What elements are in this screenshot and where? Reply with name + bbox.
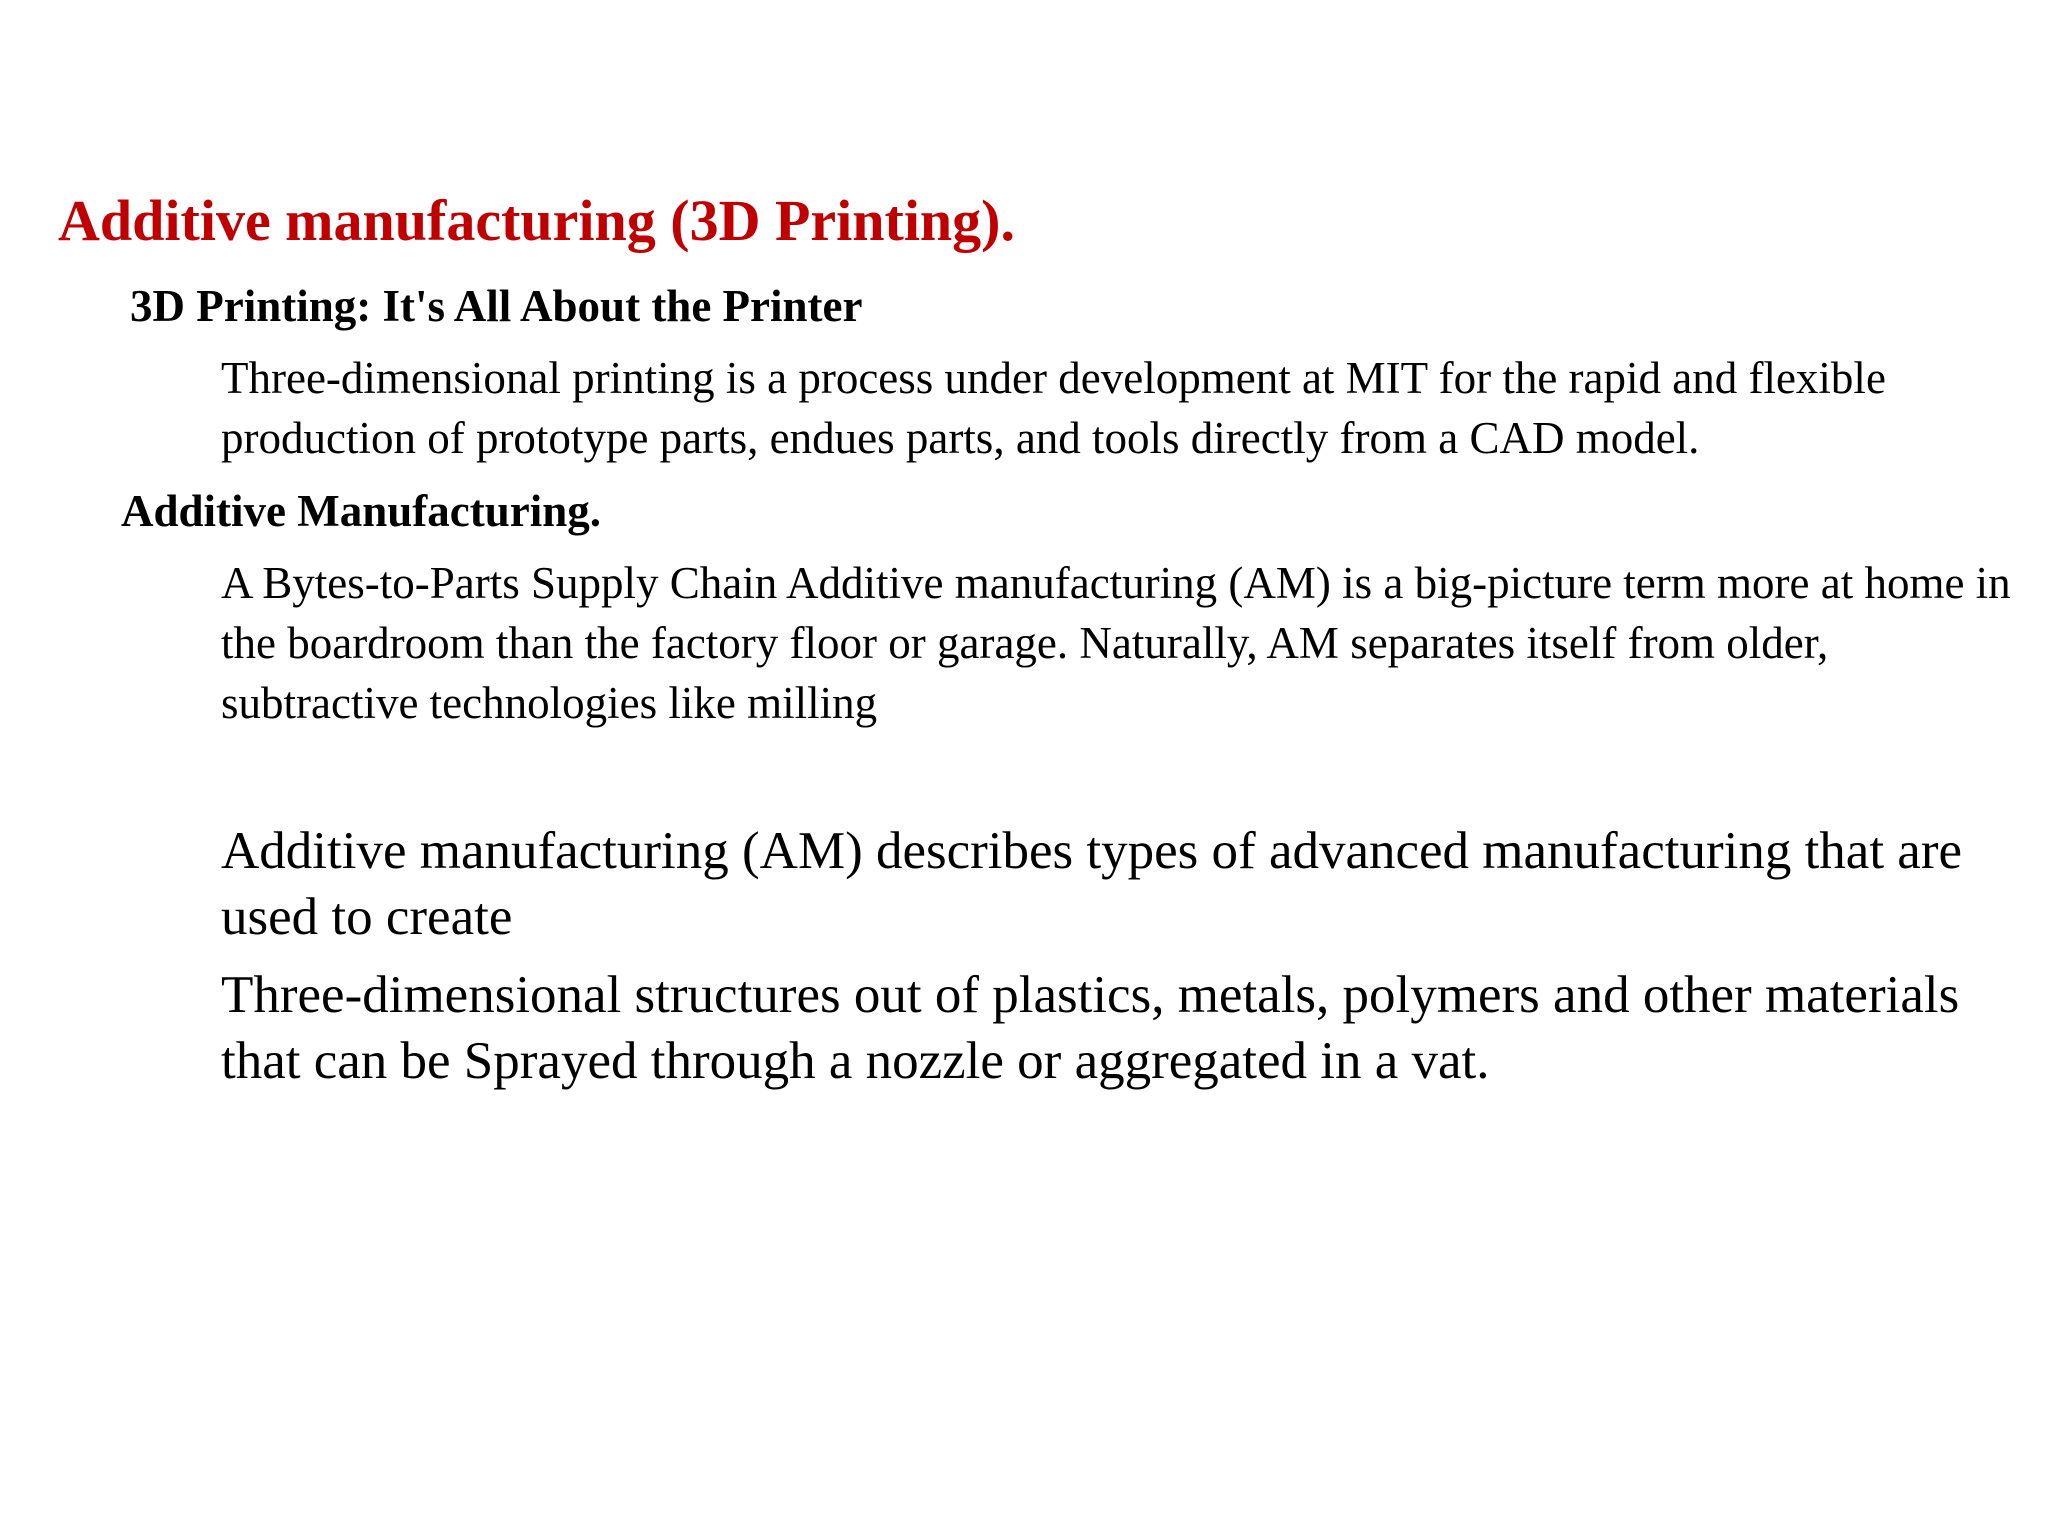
slide-title: Additive manufacturing (3D Printing). [58, 188, 1015, 253]
section-text-additive-manufacturing: A Bytes-to-Parts Supply Chain Additive manufacturing (AM) is a big-picture term more at home in the boardroom than the factory floor or garage. Naturally, AM separates itself from older, subtractive technologies like milling [221, 558, 2011, 728]
section-text-3d-printing: Three-dimensional printing is a process under development at MIT for the rapid and flexible production of prototype parts, endues parts, and tools directly from a CAD model. [221, 353, 1886, 463]
section-heading-3d-printing: 3D Printing: It's All About the Printer [130, 281, 863, 331]
paragraph-am-materials: Three-dimensional structures out of plastics, metals, polymers and other materials that can be Sprayed through a nozzle or aggregated in a vat. [221, 966, 1960, 1090]
paragraph-am-description: Additive manufacturing (AM) describes types of advanced manufacturing that are used to create [221, 822, 1963, 946]
section-heading-additive-manufacturing: Additive Manufacturing. [121, 486, 602, 536]
